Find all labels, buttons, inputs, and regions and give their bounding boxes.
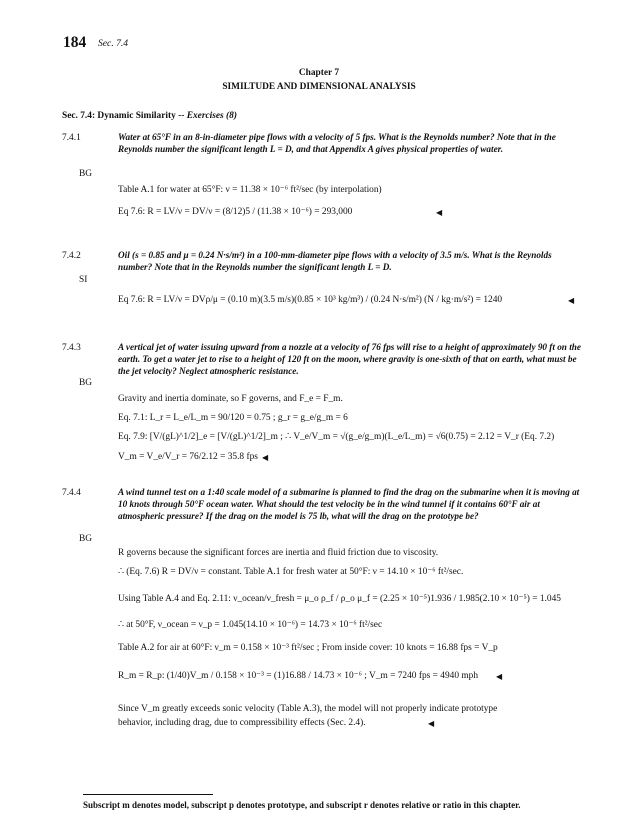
chapter-subtitle: SIMILTUDE AND DIMENSIONAL ANALYSIS (222, 82, 416, 92)
problem-number: 7.4.1 (62, 133, 81, 143)
chapter-title: Chapter 7 (298, 68, 340, 78)
section-name: Dynamic Similarity -- (97, 111, 185, 121)
solution-equation: Eq 7.6: R = LV/ν = DV/ν = (8/12)5 / (11.38 × 10⁻⁶) = 293,000 (118, 207, 353, 217)
solution-equation: ∴ (Eq. 7.6) R = DV/ν = constant. Table A.1 for fresh water at 50°F: ν = 14.10 × 10⁻⁶ ft²/sec. (118, 567, 464, 577)
answer-marker: ◀ (496, 672, 503, 681)
solution-equation: ∴ at 50°F, ν_ocean = ν_p = 1.045(14.10 × 10⁻⁶) = 14.73 × 10⁻⁶ ft²/sec (118, 620, 383, 630)
page-number: 184 (63, 34, 87, 51)
solution-equation: Eq. 7.1: L_r = L_e/L_m = 90/120 = 0.75 ; g_r = g_e/g_m = 6 (118, 413, 348, 423)
answer-marker: ◀ (436, 208, 443, 217)
problem-question: A wind tunnel test on a 1:40 scale model of a submarine is planned to find the drag on the submarine when it is moving at 10 knots through 50°F ocean water. What should the test velocity be in the wind tunnel if it contains 60°F air at atmospheric pressure? If the drag on the model is 75 lb, what will the drag on the prototype be? (118, 487, 580, 521)
problem-number: 7.4.2 (62, 251, 81, 261)
problem-number: 7.4.4 (62, 488, 81, 498)
footnote-rule (83, 794, 213, 795)
solution-line: Table A.1 for water at 65°F: ν = 11.38 × 10⁻⁶ ft²/sec (by interpolation) (118, 185, 382, 195)
running-section-ref: Sec. 7.4 (98, 38, 129, 49)
answer-marker: ◀ (568, 296, 575, 305)
problem-number: 7.4.3 (62, 343, 81, 353)
answer-marker: ◀ (428, 719, 435, 728)
unit-system-tag: BG (79, 378, 93, 388)
solution-equation: R_m = R_p: (1/40)V_m / 0.158 × 10⁻³ = (1)16.88 / 14.73 × 10⁻⁶ ; V_m = 7240 fps = 4940 mph (118, 671, 479, 681)
section-label: Sec. 7.4: (62, 111, 96, 121)
unit-system-tag: BG (79, 169, 93, 179)
unit-system-tag: BG (79, 534, 93, 544)
problem-question: Water at 65°F in an 8-in-diameter pipe flows with a velocity of 5 fps. What is the Reynolds number? Note that in the Reynolds number the significant length L = D, and that Appendix A gives physical properties of water. (118, 132, 556, 154)
solution-equation: Table A.2 for air at 60°F: ν_m = 0.158 × 10⁻³ ft²/sec ; From inside cover: 10 knots = 16.88 fps = V_p (118, 643, 498, 653)
solution-equation: Eq. 7.9: [V/(gL)^1/2]_e = [V/(gL)^1/2]_m ; ∴ V_e/V_m = √(g_e/g_m)(L_e/L_m) = √6(0.75) = 2.12 = V_r (Eq. 7.2) (118, 432, 555, 442)
section-heading (62, 110, 237, 122)
answer-marker: ◀ (262, 453, 269, 462)
solution-line: Gravity and inertia dominate, so F governs, and F_e = F_m. (118, 394, 343, 404)
problem-question: A vertical jet of water issuing upward from a nozzle at a velocity of 76 fps will rise to a height of approximately 90 ft on the earth. To get a water jet to rise to a height of 120 ft on the moon, where gravity is one-sixth of that on earth, what must be the jet velocity? Neglect atmospheric resistance. (118, 342, 581, 376)
solution-equation: V_m = V_e/V_r = 76/2.12 = 35.8 fps (118, 452, 258, 462)
solution-equation: Using Table A.4 and Eq. 2.11: ν_ocean/ν_fresh = μ_o ρ_f / ρ_o μ_f = (2.25 × 10⁻⁵)1.936 / 1.985(2.10 × 10⁻⁵) = 1.045 (118, 594, 561, 604)
section-exercises: Exercises (8) (186, 111, 237, 121)
problem-question: Oil (s = 0.85 and μ = 0.24 N·s/m²) in a 100-mm-diameter pipe flows with a velocity of 3.5 m/s. What is the Reynolds number? Note that in the Reynolds number the significant length L = D. (118, 250, 552, 272)
footnote: Subscript m denotes model, subscript p denotes prototype, and subscript r denotes relative or ratio in this chapter. (83, 800, 521, 810)
solution-line: R governs because the significant forces are inertia and fluid friction due to viscosity. (118, 548, 439, 558)
unit-system-tag: SI (79, 275, 88, 285)
solution-line: behavior, including drag, due to compressibility effects (Sec. 2.4). (118, 718, 366, 728)
solution-equation: Eq 7.6: R = LV/ν = DVρ/μ = (0.10 m)(3.5 m/s)(0.85 × 10³ kg/m³) / (0.24 N·s/m²) (N / kg·m/s²) = 1240 (118, 295, 503, 305)
solution-line: Since V_m greatly exceeds sonic velocity (Table A.3), the model will not properly indicate prototype (118, 704, 498, 714)
